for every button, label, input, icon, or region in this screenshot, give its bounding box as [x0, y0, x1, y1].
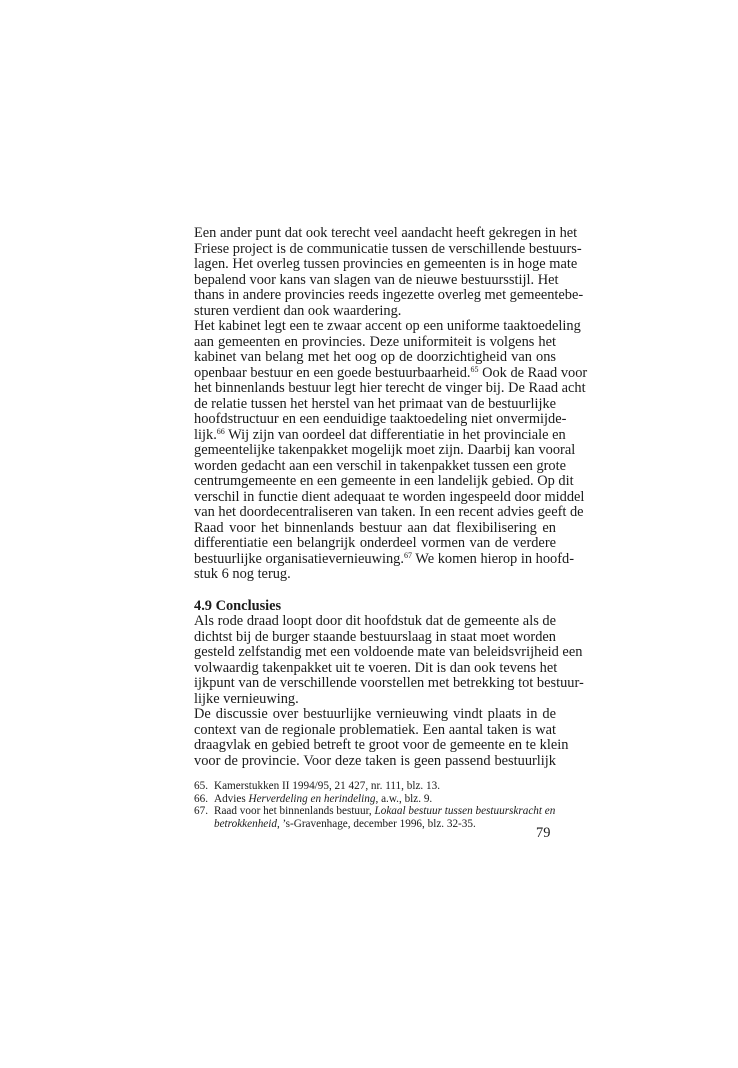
text-line: draagvlak en gebied betreft te groot voor de gemeente en te klein [194, 737, 569, 753]
paragraph-communicatie [194, 225, 584, 319]
footnote-66 [194, 793, 556, 806]
text-line: centrumgemeente en een gemeente in een landelijk gebied. Op dit [194, 473, 574, 489]
text-line: lijke vernieuwing. [194, 690, 299, 707]
text-line: Raad voor het binnenlands bestuur aan dat flexibilisering en [194, 519, 556, 536]
paragraph-kabinet [194, 318, 588, 583]
text-segment: lijk. [194, 426, 217, 443]
text-line: dichtst bij de burger staande bestuurslaag in staat moet worden [194, 628, 556, 645]
page-body [194, 225, 588, 830]
footnote-67 [194, 805, 556, 830]
footnote-line [214, 805, 556, 818]
footnote-title: betrokkenheid [214, 817, 277, 830]
text-line: Een ander punt dat ook terecht veel aandacht heeft gekregen in het [194, 225, 578, 241]
text-line: verschil in functie dient adequaat te worden ingespeeld door middel [194, 488, 585, 505]
text-line: sturen verdient dan ook waardering. [194, 302, 402, 319]
text-line: voor de provincie. Voor deze taken is geen passend bestuurlijk [194, 752, 556, 769]
footnote-line [214, 818, 556, 831]
text-segment: We komen hierop in hoofd- [411, 550, 574, 567]
text-segment: Wij zijn van oordeel dat differentiatie in het provinciale en [224, 426, 566, 443]
footnote-segment: Advies [214, 792, 249, 805]
paragraph-conclusies [194, 613, 584, 707]
text-line: differentiatie een belangrijk onderdeel vormen van de verdere [194, 535, 556, 551]
text-line: bepalend voor kans van slagen van de nieuwe bestuursstijl. Het [194, 271, 559, 288]
text-segment: bestuurlijke organisatievernieuwing. [194, 550, 404, 567]
text-line: worden gedacht aan een verschil in takenpakket tussen een grote [194, 457, 567, 474]
footnote-segment: Raad voor het binnenlands bestuur, [214, 805, 375, 817]
footnote-ref-66: 66 [216, 426, 225, 436]
text-line: lagen. Het overleg tussen provincies en gemeenten is in hoge mate [194, 256, 578, 272]
footnote-title: Lokaal bestuur tussen bestuurskracht en [374, 805, 556, 817]
footnote-segment: , ’s-Gravenhage, december 1996, blz. 32-35. [276, 817, 476, 830]
text-line: thans in andere provincies reeds ingezette overleg met gemeentebe- [194, 287, 584, 303]
page-number: 79 [536, 825, 551, 841]
text-line: stuk 6 nog terug. [194, 566, 291, 582]
text-line [194, 550, 574, 568]
footnote-text [214, 793, 556, 806]
text-line: context van de regionale problematiek. Een aantal taken is wat [194, 721, 556, 738]
footnote-ref-67: 67 [403, 550, 412, 560]
footnote-number: 65. [194, 780, 208, 792]
text-line: van het doordecentraliseren van taken. In een recent advies geeft de [194, 504, 584, 520]
text-line: aan gemeenten en provincies. Deze uniformiteit is volgens het [194, 333, 556, 350]
footnote-ref-65: 65 [470, 364, 479, 374]
text-line: volwaardig takenpakket uit te voeren. Dit is dan ook tevens het [194, 659, 558, 676]
text-line: gemeentelijke takenpakket mogelijk moet zijn. Daarbij kan vooral [194, 442, 576, 458]
paragraph-discussie [194, 706, 569, 769]
text-line: gesteld zelfstandig met een voldoende mate van beleidsvrijheid een [194, 644, 583, 660]
text-line: hoofdstructuur en een eenduidige taaktoedeling niet onvermijde- [194, 411, 567, 427]
text-line [194, 364, 588, 382]
footnote-number: 67. [194, 805, 208, 817]
footnote-text: Kamerstukken II 1994/95, 21 427, nr. 111, blz. 13. [214, 780, 440, 792]
text-line: Als rode draad loopt door dit hoofdstuk dat de gemeente als de [194, 613, 556, 629]
text-line: kabinet van belang met het oog op de doorzichtigheid van ons [194, 349, 556, 365]
text-line: De discussie over bestuurlijke vernieuwing vindt plaats in de [194, 706, 556, 722]
text-line: het binnenlands bestuur legt hier terecht de vinger bij. De Raad acht [194, 380, 586, 396]
text-line: Friese project is de communicatie tussen de verschillende bestuurs- [194, 240, 582, 257]
text-line: ijkpunt van de verschillende voorstellen met betrekking tot bestuur- [194, 675, 584, 691]
section-heading: 4.9 Conclusies [194, 597, 282, 614]
text-segment: openbaar bestuur en een goede bestuurbaarheid. [194, 364, 471, 381]
text-line: de relatie tussen het herstel van het primaat van de bestuurlijke [194, 395, 557, 412]
footnote-65 [194, 780, 556, 793]
text-segment: Ook de Raad voor [478, 364, 588, 381]
text-line: Het kabinet legt een te zwaar accent op een uniforme taaktoedeling [194, 318, 581, 334]
footnote-segment: , a.w., blz. 9. [375, 792, 433, 805]
footnote-number: 66. [194, 792, 208, 805]
footnote-text [214, 805, 556, 830]
footnote-title: Herverdeling en herindeling [248, 792, 376, 805]
text-line [194, 426, 566, 444]
footnotes [194, 780, 556, 830]
